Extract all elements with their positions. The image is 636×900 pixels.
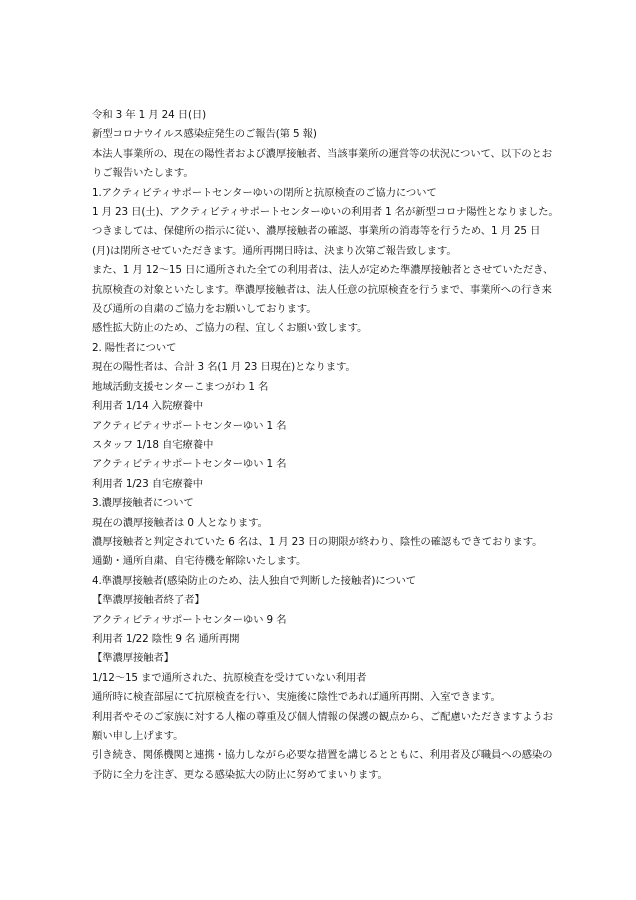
section-1-paragraph-2: つきましては、保健所の指示に従い、濃厚接触者の確認、事業所の消毒等を行うため、1 月 25 日(月)は閉所させていただきます。通所再開日時は、決まり次第ご報告致します。 (92, 225, 541, 257)
ended-subheading: 【準濃厚接触者終了者】 (92, 594, 205, 607)
ended-status: 利用者 1/22 陰性 9 名 通所再開 (92, 632, 240, 645)
ended-facility: アクティビティサポートセンターゆい 9 名 (92, 613, 287, 626)
positive-case-2: スタッフ 1/18 自宅療養中 (92, 438, 214, 451)
privacy-paragraph: 利用者やそのご家族に対する人権の尊重及び個人情報の保護の観点から、ご配慮いただきますようお願い申し上げます。 (92, 710, 553, 742)
close-contact-count: 現在の濃厚接触者は 0 人となります。 (92, 516, 268, 529)
facility-yui-a: アクティビティサポートセンターゆい 1 名 (92, 419, 287, 432)
intro-paragraph: 本法人事業所の、現在の陽性者および濃厚接触者、当該事業所の運営等の状況について、以下のとおりご報告いたします。 (92, 147, 552, 180)
section-4-heading: 4.準濃厚接触者(感染防止のため、法人独自で判断した接触者)について (92, 574, 417, 587)
facility-yui-b: アクティビティサポートセンターゆい 1 名 (92, 458, 287, 471)
current-subheading: 【準濃厚接触者】 (92, 652, 174, 665)
current-target: 1/12～15 まで通所された、抗原検査を受けていない利用者 (92, 671, 367, 684)
section-1-closing: 感性拡大防止のため、ご協力の程、宜しくお願い致します。 (92, 322, 368, 335)
positive-case-1: 利用者 1/14 入院療養中 (92, 400, 203, 413)
positive-case-3: 利用者 1/23 自宅療養中 (92, 477, 203, 490)
document-body (92, 106, 559, 785)
section-1-line-1: 1 月 23 日(土)、アクティビティサポートセンターゆいの利用者 1 名が新型コロナ陽性となりました。 (92, 206, 559, 219)
section-3-heading: 3.濃厚接触者について (92, 497, 194, 510)
closing-paragraph: 引き続き、関係機関と連携・協力しながら必要な措置を講じるとともに、利用者及び職員への感染の予防に全力を注ぎ、更なる感染拡大の防止に努めてまいります。 (92, 749, 553, 781)
section-1-paragraph-3: また、1 月 12～15 日に通所された全ての利用者は、法人が定めた準濃厚接触者とさせていただき、抗原検査の対象といたします。準濃厚接触者は、法人任意の抗原検査を行うまで、事業所への行き来及び通所の自粛のご協力をお願いしております。 (92, 264, 554, 316)
facility-komatsugawa: 地域活動支援センターこまつがわ 1 名 (92, 380, 269, 393)
date-line: 令和 3 年 1 月 24 日(日) (92, 109, 207, 121)
section-2-heading: 2. 陽性者について (92, 341, 177, 354)
positive-count-line: 現在の陽性者は、合計 3 名(1 月 23 日現在)となります。 (92, 361, 356, 374)
section-1-heading: 1.アクティビティサポートセンターゆいの閉所と抗原検査のご協力について (92, 186, 437, 199)
current-procedure: 通所時に検査部屋にて抗原検査を行い、実施後に陰性であれば通所再開、入室できます。 (92, 691, 501, 704)
report-title: 新型コロナウイルス感染症発生のご報告(第 5 報) (92, 128, 317, 141)
close-contact-status: 濃厚接触者と判定されていた 6 名は、1 月 23 日の期限が終わり、陰性の確認もできております。 (92, 535, 543, 548)
close-contact-release: 通勤・通所自粛、自宅待機を解除いたします。 (92, 555, 307, 568)
